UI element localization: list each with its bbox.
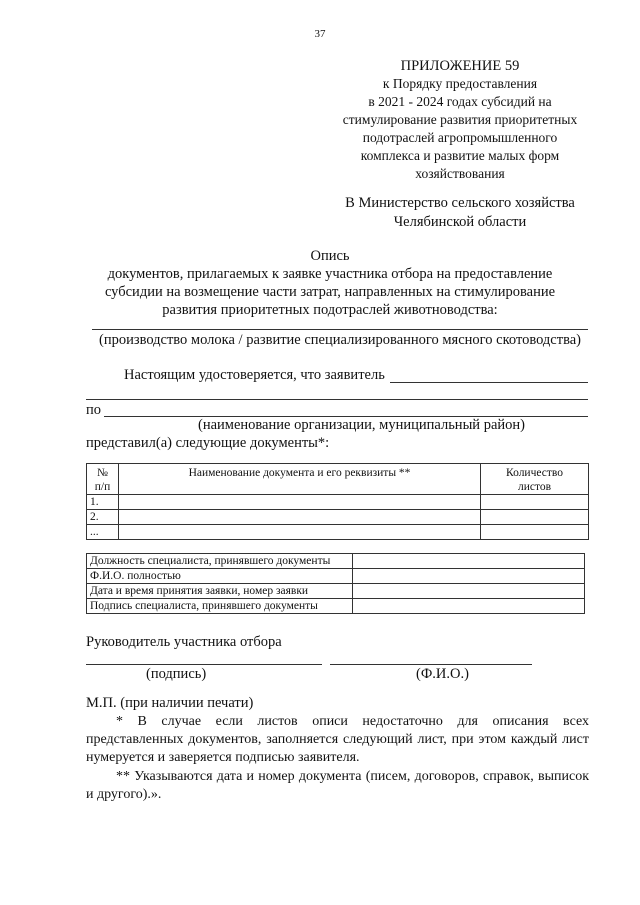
document-name-cell[interactable] <box>119 495 481 510</box>
applicant-fill-line-2[interactable] <box>86 399 588 400</box>
specialist-field-value[interactable] <box>353 599 585 614</box>
po-label: по <box>86 402 102 418</box>
applicant-fill-line[interactable] <box>390 382 588 383</box>
appendix-line: хозяйствования <box>415 166 505 181</box>
table-row <box>87 495 589 510</box>
document-title-line: развития приоритетных подотраслей животноводства: <box>162 302 498 318</box>
fio-label: (Ф.И.О.) <box>416 666 469 682</box>
row-number: 1. <box>87 495 119 510</box>
page-number: 37 <box>314 28 326 40</box>
footnote-2: ** Указываются дата и номер документа (писем, договоров, справок, выписок и другого).». <box>86 769 589 802</box>
documents-table <box>86 463 589 540</box>
appendix-line: стимулирование развития приоритетных <box>342 112 578 127</box>
quantity-cell[interactable] <box>481 510 589 525</box>
signature-label: (подпись) <box>146 666 207 682</box>
specialist-table <box>86 553 585 614</box>
fio-fill-line[interactable] <box>330 664 532 665</box>
table-row <box>87 510 589 525</box>
table-row <box>87 599 585 614</box>
quantity-cell[interactable] <box>481 495 589 510</box>
submitted-text: представил(а) следующие документы*: <box>86 435 330 451</box>
specialist-field-value[interactable] <box>353 584 585 599</box>
col-name-header: Наименование документа и его реквизиты ** <box>119 464 481 495</box>
footnote-1: * В случае если листов описи недостаточно для описания всех представленных документов, заполняется следующий лист, при этом каждый лист нумеруется и заверяется подписью заявителя. <box>86 714 589 765</box>
appendix-line: к Порядку предоставления <box>382 76 538 91</box>
appendix-block <box>330 57 590 183</box>
document-title-line: субсидии на возмещение части затрат, направленных на стимулирование <box>104 284 556 300</box>
specialist-field-label: Ф.И.О. полностью <box>87 569 353 584</box>
appendix-line: комплекса и развитие малых форм <box>360 148 560 163</box>
organization-note: (наименование организации, муниципальный район) <box>198 417 525 433</box>
stamp-note: М.П. (при наличии печати) <box>86 695 254 711</box>
direction-fill-line[interactable] <box>92 329 588 330</box>
document-heading: Опись <box>310 248 350 264</box>
appendix-line: подотраслей агропромышленного <box>362 130 558 145</box>
addressee-block <box>330 194 590 232</box>
document-title <box>60 247 600 319</box>
quantity-cell[interactable] <box>481 525 589 540</box>
table-row <box>87 569 585 584</box>
col-number-header: № п/п <box>87 464 119 495</box>
addressee-line: Челябинской области <box>393 214 527 230</box>
specialist-field-label: Подпись специалиста, принявшего документы <box>87 599 353 614</box>
document-name-cell[interactable] <box>119 525 481 540</box>
head-label: Руководитель участника отбора <box>86 634 282 650</box>
table-row <box>87 584 585 599</box>
col-quantity-header: Количество листов <box>481 464 589 495</box>
addressee-line: В Министерство сельского хозяйства <box>345 195 575 211</box>
table-row <box>87 554 585 569</box>
document-name-cell[interactable] <box>119 510 481 525</box>
table-row <box>87 525 589 540</box>
row-number: 2. <box>87 510 119 525</box>
signature-fill-line[interactable] <box>86 664 322 665</box>
document-title-line: документов, прилагаемых к заявке участника отбора на предоставление <box>107 266 553 282</box>
appendix-line: в 2021 - 2024 годах субсидий на <box>368 94 552 109</box>
row-number: ... <box>87 525 119 540</box>
specialist-field-value[interactable] <box>353 569 585 584</box>
specialist-field-label: Дата и время принятия заявки, номер заявки <box>87 584 353 599</box>
direction-note: (производство молока / развитие специализированного мясного скотоводства) <box>99 332 581 348</box>
documents-table-header <box>87 464 589 495</box>
specialist-field-label: Должность специалиста, принявшего документы <box>87 554 353 569</box>
specialist-field-value[interactable] <box>353 554 585 569</box>
appendix-title: ПРИЛОЖЕНИЕ 59 <box>400 58 520 74</box>
certify-text: Настоящим удостоверяется, что заявитель <box>124 367 385 383</box>
